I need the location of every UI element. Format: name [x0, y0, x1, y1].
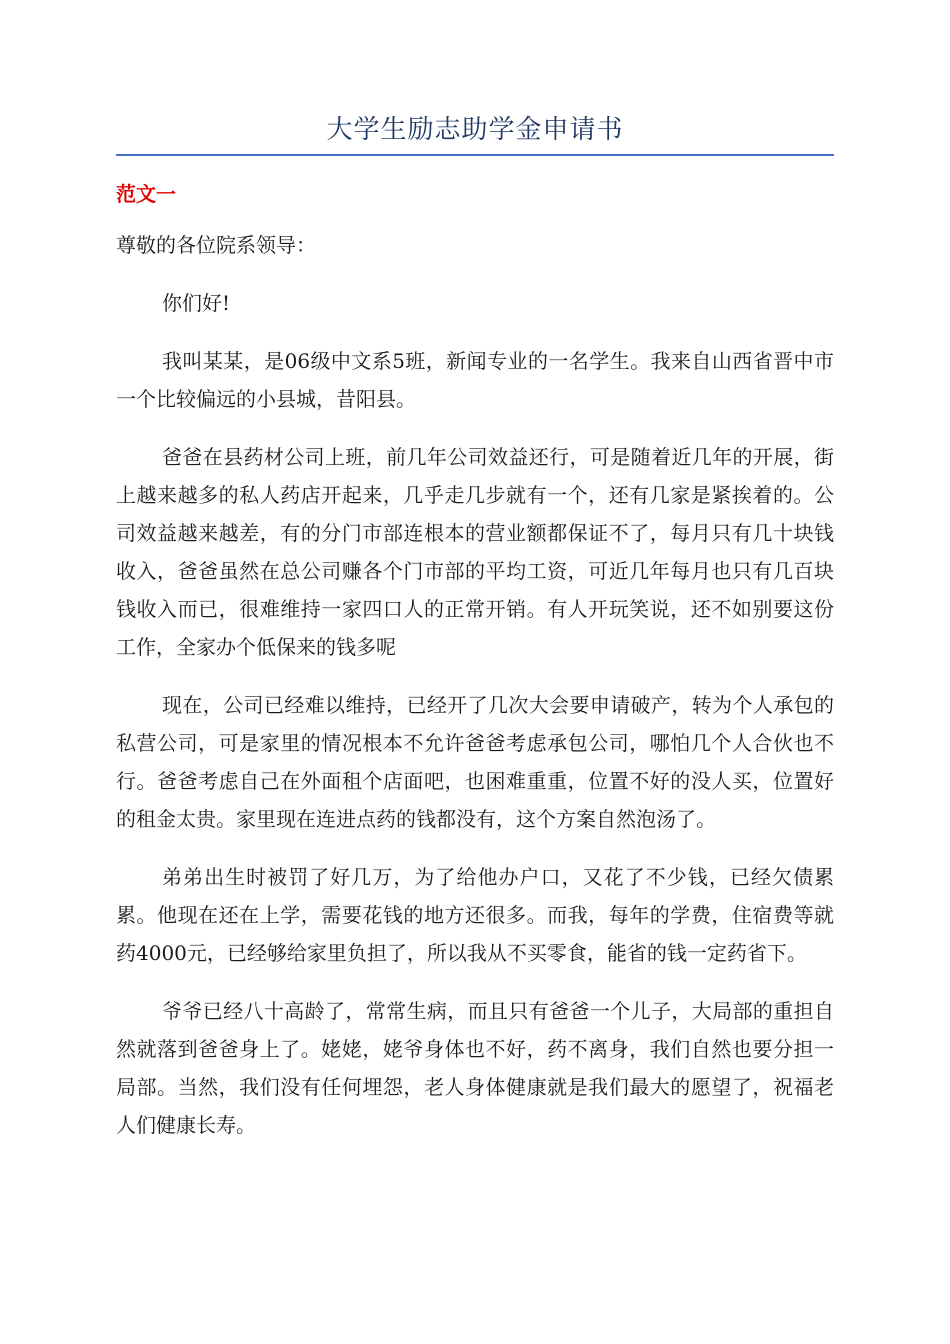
document-title: 大学生励志助学金申请书: [326, 115, 624, 145]
paragraph: 现在，公司已经难以维持，已经开了几次大会要申请破产，转为个人承包的私营公司，可是家里的情况根本不允许爸爸考虑承包公司，哪怕几个人合伙也不行。爸爸考虑自己在外面租个店面吧，也困难重重，位置不好的没人买，位置好的租金太贵。家里现在连进点药的钱都没有，这个方案自然泡汤了。: [116, 693, 834, 831]
paragraph: 爷爷已经八十高龄了，常常生病，而且只有爸爸一个儿子，大局部的重担自然就落到爸爸身上了。姥姥，姥爷身体也不好，药不离身，我们自然也要分担一局部。当然，我们没有任何埋怨，老人身体健康就是我们最大的愿望了，祝福老人们健康长寿。: [116, 999, 834, 1137]
paragraph: 我叫某某，是06级中文系5班，新闻专业的一名学生。我来自山西省晋中市一个比较偏远的小县城，昔阳县。: [116, 349, 834, 411]
title-divider: [116, 154, 834, 156]
paragraph: 爸爸在县药材公司上班，前几年公司效益还行，可是随着近几年的开展，街上越来越多的私人药店开起来，几乎走几步就有一个，还有几家是紧挨着的。公司效益越来越差，有的分门市部连根本的营业额都保证不了，每月只有几十块钱收入，爸爸虽然在总公司赚各个门市部的平均工资，可近几年每月也只有几百块钱收入而已，很难维持一家四口人的正常开销。有人开玩笑说，还不如别要这份工作，全家办个低保来的钱多呢: [116, 445, 834, 659]
paragraph: 弟弟出生时被罚了好几万，为了给他办户口，又花了不少钱，已经欠债累累。他现在还在上学，需要花钱的地方还很多。而我，每年的学费，住宿费等就药4000元，已经够给家里负担了，所以我从不买零食，能省的钱一定药省下。: [116, 865, 834, 965]
section-heading: 范文一: [116, 182, 176, 206]
salutation: 尊敬的各位院系领导：: [116, 233, 316, 257]
greeting: 你们好!: [162, 291, 231, 315]
letter-body: [116, 226, 834, 1164]
